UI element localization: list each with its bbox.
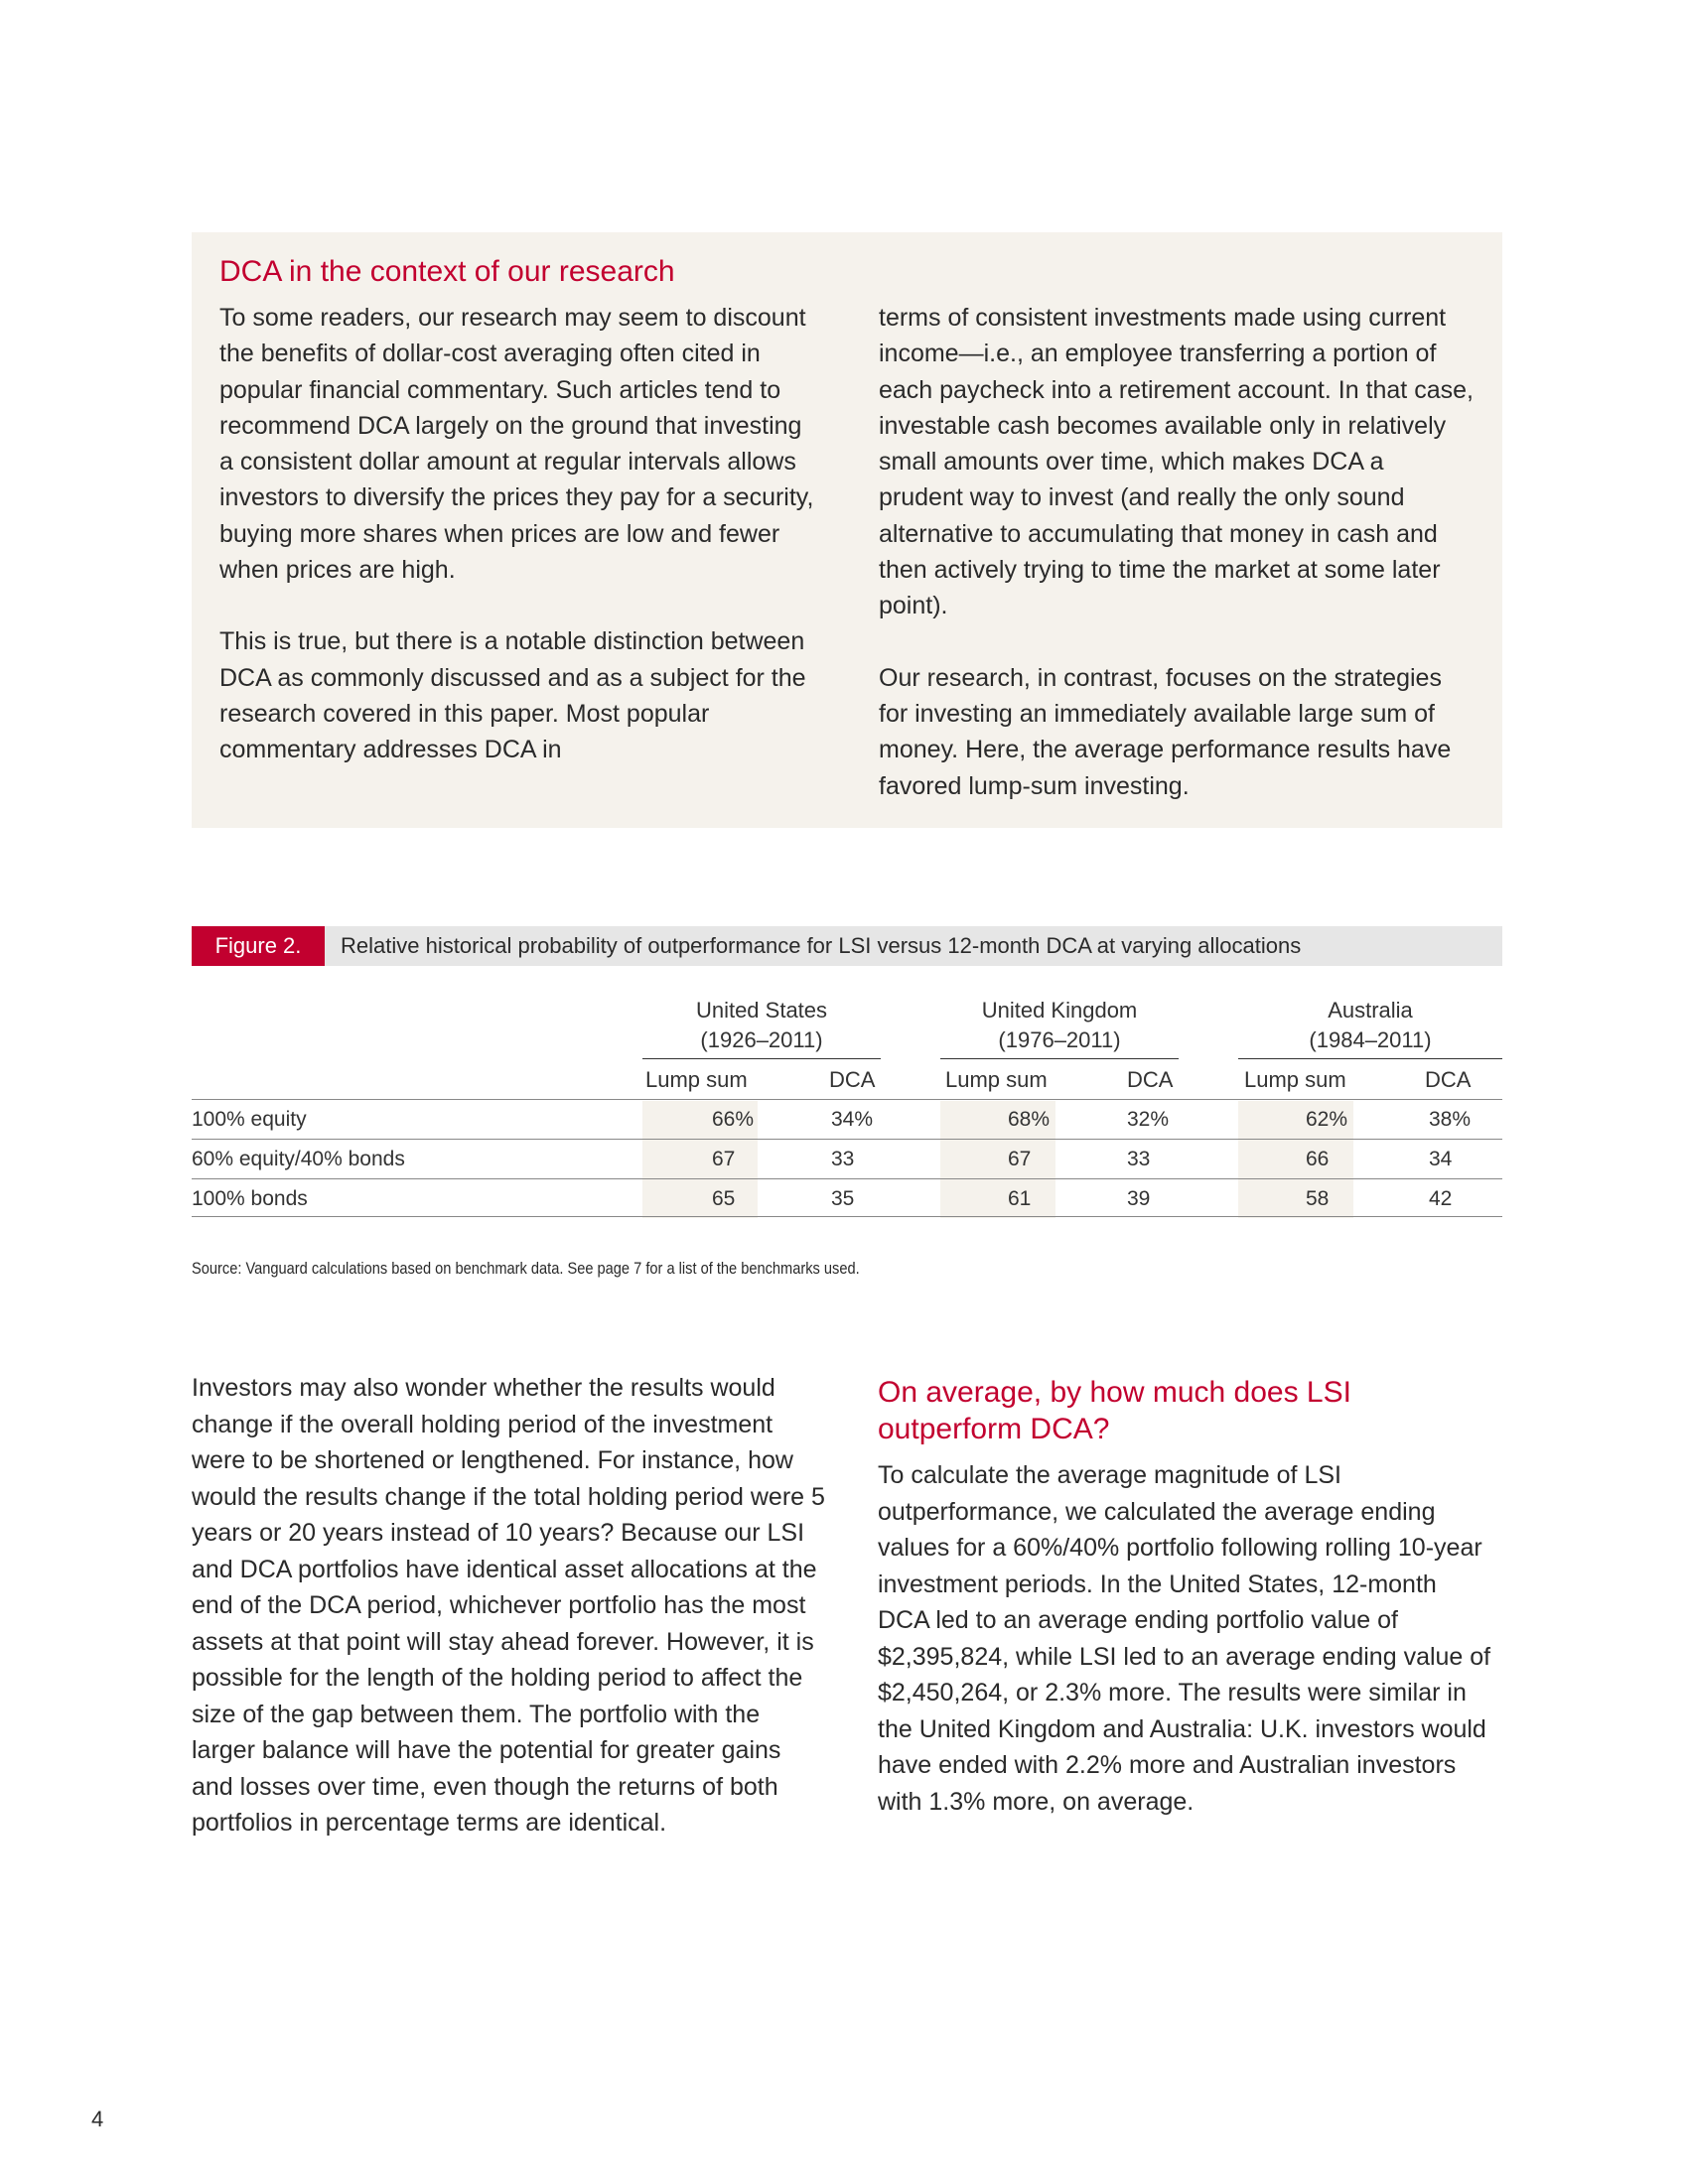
- body-right-column: [878, 1374, 1493, 1820]
- sidebar-title: DCA in the context of our research: [219, 255, 675, 288]
- figure-label: Figure 2.: [192, 926, 325, 966]
- subheader-lump-sum: Lump sum: [645, 1067, 748, 1092]
- body-left-column: [192, 1370, 827, 1842]
- cell-value: 35: [831, 1187, 855, 1210]
- source-note: Source: Vanguard calculations based on benchmark data. See page 7 for a list of the benchmarks used.: [192, 1259, 860, 1278]
- body-paragraph: Investors may also wonder whether the results would change if the overall holding period of the investment were to be shortened or lengthened. For instance, how would the results change if the total holding period were 5 years or 20 years instead of 10 years? Because our LSI and DCA portfolios have identical asset allocations at the end of the DCA period, whichever portfolio has the most assets at that point will stay ahead forever. However, it is possible for the length of the holding period to affect the size of the gap between them. The portfolio with the larger balance will have the potential for greater gains and losses over time, even though the returns of both portfolios in percentage terms are identical.: [192, 1374, 825, 1837]
- figure-title: Relative historical probability of outperformance for LSI versus 12-month DCA at varying allocations: [341, 933, 1302, 958]
- page-number: 4: [91, 2107, 104, 2131]
- subheader-dca: DCA: [829, 1067, 876, 1092]
- cell-value: 33: [831, 1148, 855, 1170]
- cell-value: 38%: [1429, 1108, 1472, 1131]
- sidebar-left-column: [219, 300, 815, 840]
- group-header-uk: [940, 996, 1179, 1055]
- cell-value: 39: [1127, 1187, 1151, 1210]
- group-name: Australia: [1328, 998, 1413, 1023]
- subheader-lump-sum: Lump sum: [1244, 1067, 1346, 1092]
- sidebar-paragraph: Our research, in contrast, focuses on the strategies for investing an immediately available large sum of money. Here, the average performance results have favored lump-sum investing.: [879, 663, 1452, 800]
- cell-value: 58: [1306, 1187, 1330, 1210]
- sidebar-paragraph: To some readers, our research may seem to discount the benefits of dollar-cost averaging often cited in popular financial commentary. Such articles tend to recommend DCA largely on the ground that investing a consistent dollar amount at regular intervals allows investors to diversify the prices they pay for a security, buying more shares when prices are low and fewer when prices are high.: [219, 304, 814, 585]
- cell-value: 33: [1127, 1148, 1151, 1170]
- row-label: 60% equity/40% bonds: [192, 1148, 405, 1170]
- group-period: (1926–2011): [700, 1027, 823, 1052]
- cell-value: 62%: [1306, 1108, 1348, 1131]
- row-label: 100% bonds: [192, 1187, 308, 1210]
- group-period: (1976–2011): [998, 1027, 1121, 1052]
- figure-header: [192, 926, 1502, 966]
- group-name: United Kingdom: [981, 998, 1138, 1023]
- sidebar-box: [192, 232, 1502, 828]
- cell-value: 34: [1429, 1148, 1453, 1170]
- subheader-lump-sum: Lump sum: [945, 1067, 1048, 1092]
- group-name: United States: [695, 998, 828, 1023]
- group-period: (1984–2011): [1309, 1027, 1432, 1052]
- body-paragraph: To calculate the average magnitude of LSI outperformance, we calculated the average ending values for a 60%/40% portfolio following rolling 10-year investment periods. In the United States, 12-month DCA led to an average ending portfolio value of $2,395,824, while LSI led to an average ending value of $2,450,264, or 2.3% more. The results were similar in the United Kingdom and Australia: U.K. investors would have ended with 2.2% more and Australian investors with 1.3% more, on average.: [878, 1461, 1491, 1816]
- row-label: 100% equity: [192, 1108, 307, 1131]
- group-header-us: [642, 996, 881, 1055]
- sidebar-paragraph: This is true, but there is a notable distinction between DCA as commonly discussed and as a subject for the research covered in this paper. Most popular commentary addresses DCA in: [219, 627, 806, 764]
- section-heading: On average, by how much does LSI outperform DCA?: [878, 1376, 1351, 1445]
- subheader-dca: DCA: [1127, 1067, 1174, 1092]
- cell-value: 42: [1429, 1187, 1453, 1210]
- cell-value: 66: [1306, 1148, 1330, 1170]
- cell-value: 34%: [831, 1108, 874, 1131]
- probability-table: [192, 996, 1502, 1224]
- group-header-au: [1238, 996, 1502, 1055]
- cell-value: 61: [1008, 1187, 1032, 1210]
- cell-value: 66%: [712, 1108, 755, 1131]
- sidebar-paragraph: terms of consistent investments made using current income—i.e., an employee transferring a portion of each paycheck into a retirement account. In that case, investable cash becomes available only in relatively small amounts over time, which makes DCA a prudent way to invest (and really the only sound alternative to accumulating that money in cash and then actively trying to time the market at some later point).: [879, 304, 1474, 620]
- cell-value: 68%: [1008, 1108, 1051, 1131]
- cell-value: 32%: [1127, 1108, 1170, 1131]
- sidebar-right-column: [879, 300, 1475, 840]
- cell-value: 67: [712, 1148, 736, 1170]
- cell-value: 67: [1008, 1148, 1032, 1170]
- subheader-dca: DCA: [1425, 1067, 1472, 1092]
- cell-value: 65: [712, 1187, 736, 1210]
